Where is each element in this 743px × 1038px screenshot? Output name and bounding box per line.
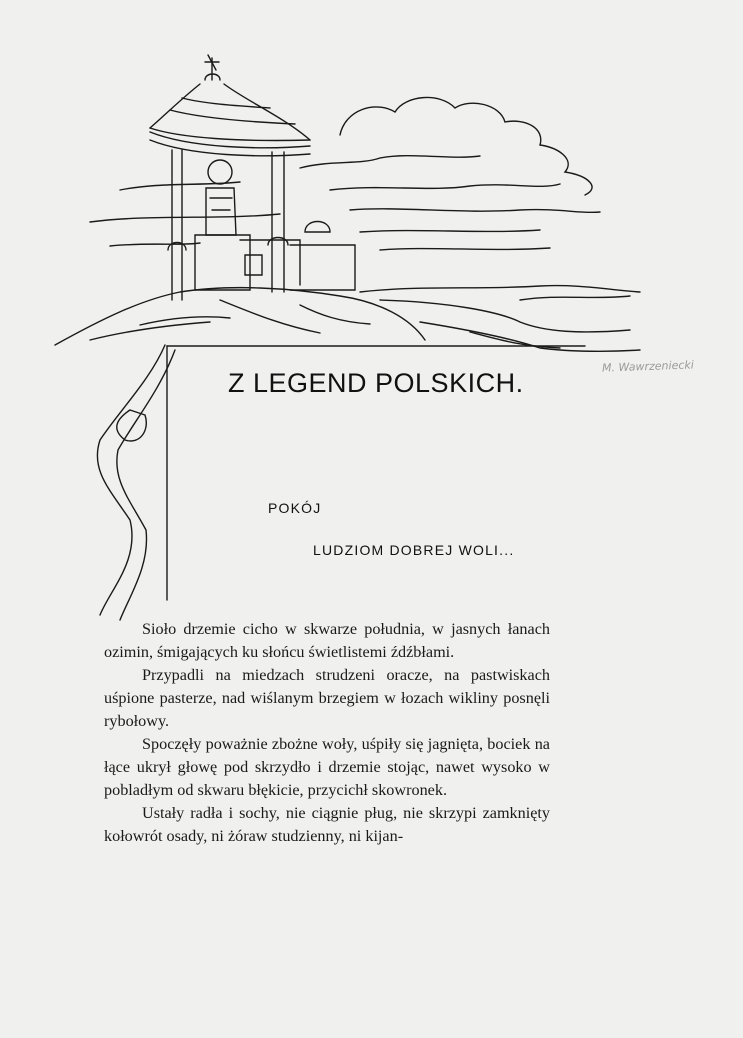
paragraph: Ustały radła i sochy, nie ciągnie pług, nie skrzypi zamknięty kołowrót osady, ni żóraw studzienny, ni kijan- [104,804,550,845]
paragraph: Spoczęły poważnie zbożne woły, uśpiły się jagnięta, bociek na łące ukrył głowę pod skrzydło i drzemie stojąc, nawet wysoko w pobladłym od skwaru błękicie, przycichł skowronek. [104,735,550,799]
subtitle-line-2: LUDZIOM DOBREJ WOLI... [313,542,515,558]
handwritten-signature: M. Wawrzeniecki [601,358,695,375]
paragraph: Sioło drzemie cicho w skwarze południa, w jasnych łanach ozimin, śmigających ku słońcu świetlistemi źdźbłami. [104,620,550,661]
body-text [104,618,550,848]
paragraph: Przypadli na miedzach strudzeni oracze, na pastwiskach uśpione pasterze, nad wiślanym brzegiem w łozach wikliny posnęli rybołowy. [104,666,550,730]
subtitle-line-1: POKÓJ [268,500,322,516]
page-title: Z LEGEND POLSKICH. [228,368,524,398]
